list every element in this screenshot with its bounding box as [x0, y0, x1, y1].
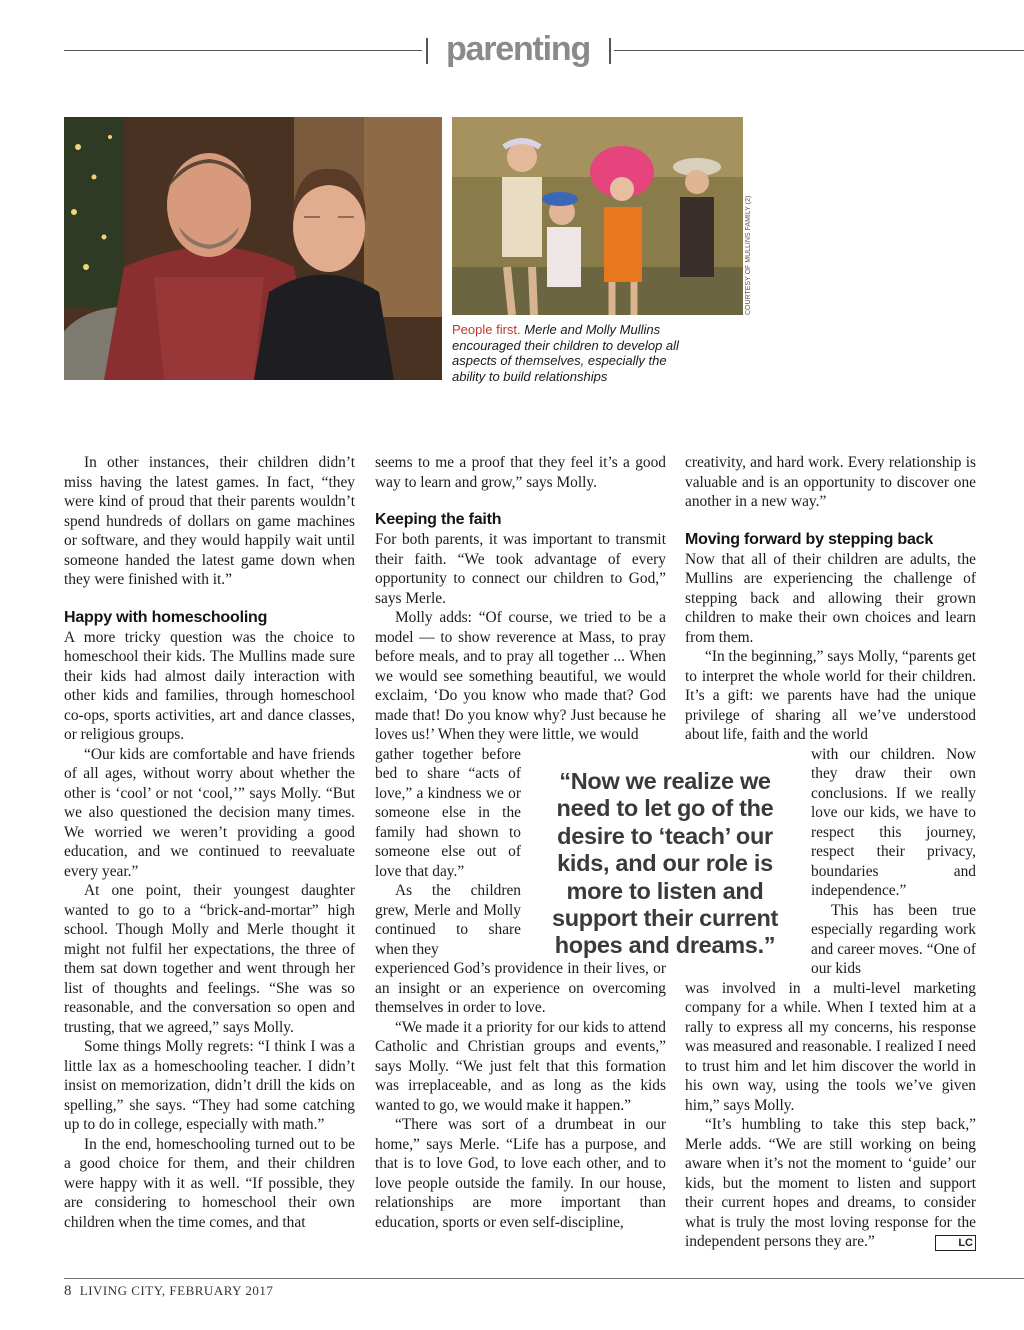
- folio: [64, 1283, 273, 1300]
- photo-credit: COURTESY OF MULLINS FAMILY (2): [745, 195, 752, 315]
- publication-line: LIVING CITY, FEBRUARY 2017: [79, 1283, 274, 1298]
- paragraph: gather together before bed to share “acts of love,” a kindness we or someone else in the family had shown to someone else out of love that day.”: [375, 745, 521, 880]
- column-1: [64, 453, 355, 1232]
- page-number: 8: [64, 1283, 72, 1299]
- paragraph: A more tricky question was the choice to homeschool their kids. The Mullins made sure their kids had almost daily interaction with other kids and families, through homeschool co-ops, sports activities, art and dance classes, or religious groups.: [64, 628, 355, 743]
- subheading-stepping-back: Moving forward by stepping back: [685, 530, 934, 548]
- photo-children: [452, 117, 743, 315]
- subheading-homeschooling: Happy with homeschooling: [64, 608, 268, 626]
- paragraph: As the children grew, Merle and Molly continued to share when they: [375, 882, 521, 958]
- subheading-faith: Keeping the faith: [375, 511, 502, 528]
- caption-text: Merle and Molly Mullins encouraged their children to develop all aspects of themselves, especially the ability to build relationships: [452, 322, 679, 384]
- footer-rule: [64, 1278, 1024, 1279]
- paragraph: “Our kids are comfortable and have friends of all ages, without worry about whether the other is ‘cool’ or not ‘cool,’” says Molly. “But we also questioned the decision many times. We worried we weren’t providing a good education, and we continued to reevaluate every year.”: [64, 745, 355, 880]
- paragraph: Some things Molly regrets: “I think I was a little lax as a homeschooling teacher. I didn’t insist on memorization, didn’t drill the kids on spelling,” she says. “They had some catching up to do in college, especially with math.”: [64, 1038, 355, 1133]
- paragraph: At one point, their youngest daughter wanted to go to a “brick-and-mortar” high school. Though Molly and Merle thought it might not fulfil her expectations, the three of them sat down together and went through her list of thoughts and feelings. “She was so reasonable, and the conversation so open and trusting, that we agreed,” says Molly.: [64, 882, 355, 1036]
- paragraph: Molly adds: “Of course, we tried to be a model — to show reverence at Mass, to pray before meals, and to pray all together ... When we would see something beautiful, we would exclaim, ‘Do you know who made that? God made that! Do you know why? Just because he loves us!’ When they were little, we would: [375, 609, 666, 743]
- paragraph: For both parents, it was important to transmit their faith. “We took advantage of every opportunity to connect our children to God,” says Merle.: [375, 531, 666, 607]
- paragraph: [685, 1115, 976, 1252]
- paragraph: This has been true especially regarding work and career moves. “One of our kids: [811, 901, 976, 977]
- paragraph: was involved in a multi-level marketing company for a while. When I texted him at a rally to express all my concerns, his response was measured and reasonable. I realized I need to trust him and let him discover the world in his own way, using the tools we’ve given him,” says Molly.: [685, 979, 976, 1114]
- column-3: [685, 453, 976, 1252]
- paragraph: “In the beginning,” says Molly, “parents get to interpret the whole world for their children. It’s a gift: we parents have had the unique privilege of sharing all we’ve understood about life, faith and the world: [685, 648, 976, 743]
- header-tick-left: [426, 38, 428, 64]
- caption-lead: People first.: [452, 322, 521, 337]
- paragraph: “There was sort of a drumbeat in our home,” says Merle. “Life has a purpose, and that is to love God, to love each other, and to love people outside the family. In our house, relationships are more important than education, sports or even self-discipline,: [375, 1116, 666, 1231]
- paragraph: creativity, and hard work. Every relationship is valuable and is an opportunity to discover one another in a new way.”: [685, 454, 976, 510]
- paragraph: seems to me a proof that they feel it’s a good way to learn and grow,” says Molly.: [375, 454, 666, 491]
- paragraph: In other instances, their children didn’t miss having the latest games. In fact, “they were kind of proud that their parents wouldn’t spend hundreds of dollars on game machines or software, and they would happily wait until someone handed the latest game down when they were finished with it.”: [64, 454, 355, 588]
- paragraph: Now that all of their children are adults, the Mullins are experiencing the challenge of stepping back and allowing their grown children to make their own choices and learn from them.: [685, 550, 976, 646]
- header-rule-right: [614, 50, 1024, 51]
- photo-parents: [64, 117, 442, 380]
- paragraph-text: “It’s humbling to take this step back,” Merle adds. “We are still working on being aware when it’s not the moment to ‘guide’ our kids, but the moment to listen and support their current hopes and dreams, to consider what is truly the most loving response for the independent persons they are.”: [685, 1116, 976, 1250]
- paragraph: “We made it a priority for our kids to attend Catholic and Christian groups and events,” says Molly. “We just felt that this formation was irreplaceable, and as long as the kids wanted to go, we would make it happen.”: [375, 1018, 666, 1114]
- header-rule-left: [64, 50, 422, 51]
- end-mark-logo: LC: [935, 1235, 976, 1251]
- paragraph: with our children. Now they draw their own conclusions. If we really love our kids, we have to respect this journey, respect their privacy, boundaries and independence.”: [811, 745, 976, 899]
- photo-caption: [452, 322, 692, 384]
- header-tick-right: [609, 38, 611, 64]
- paragraph: In the end, homeschooling turned out to be a good choice for them, and their children were happy with it as well. “If possible, they are considering to homeschool their own children when the time comes, and that: [64, 1135, 355, 1231]
- pull-quote: “Now we realize we need to let go of the desire to ‘teach’ our kids, and our role is more to listen and support their current hopes and dreams.”: [551, 768, 779, 959]
- section-title: parenting: [445, 30, 591, 68]
- paragraph: experienced God’s providence in their lives, or an insight or an experience on overcoming themselves in order to love.: [375, 960, 666, 1016]
